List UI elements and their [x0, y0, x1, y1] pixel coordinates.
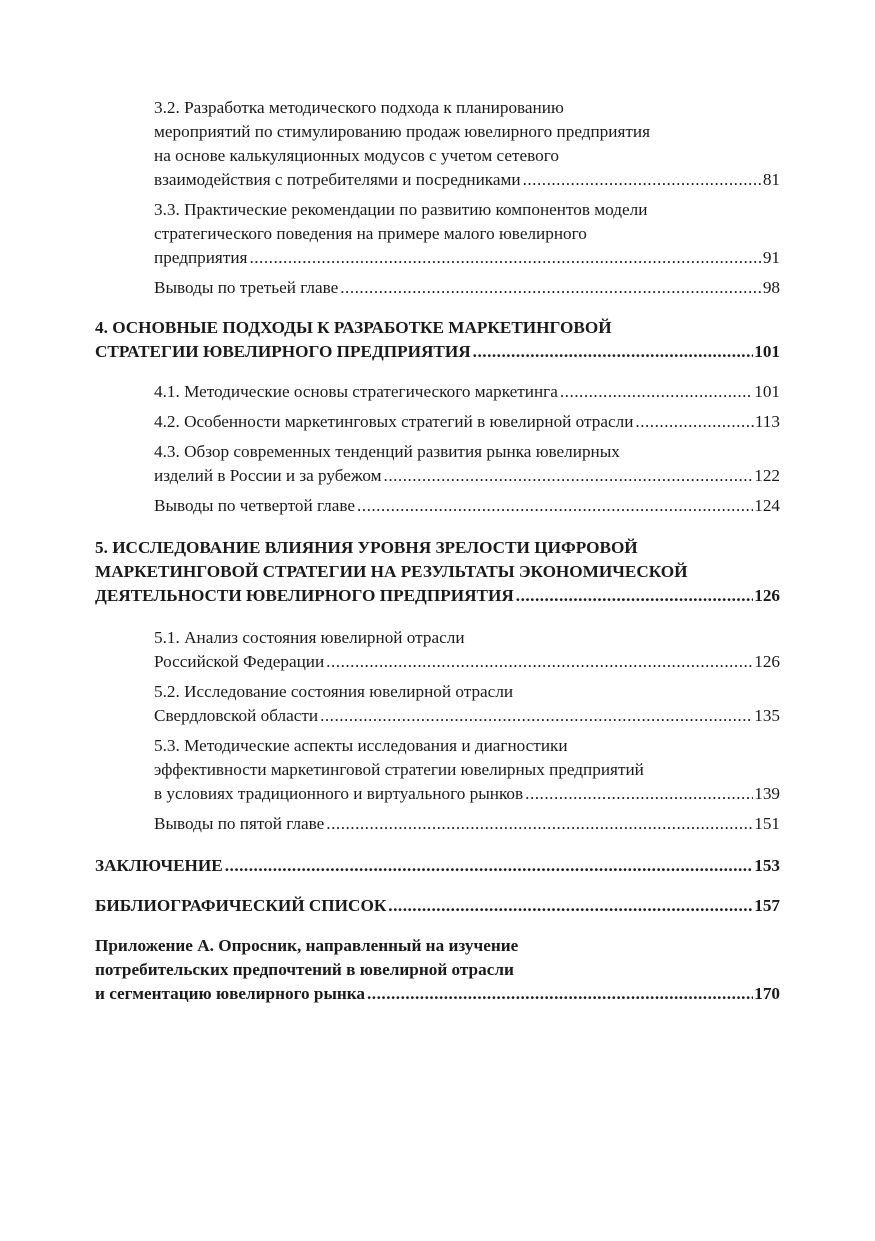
page-number: 151: [754, 814, 780, 833]
toc-entry-text: взаимодействия с потребителями и посредниками: [154, 170, 521, 189]
toc-entry-last-line: [95, 982, 780, 1006]
toc-entry-text: 4.3. Обзор современных тенденций развития рынка ювелирных: [154, 442, 620, 461]
page-number: 101: [754, 342, 780, 361]
page-number: 157: [754, 896, 780, 915]
dot-leader: [326, 650, 753, 674]
toc-entry-text: Выводы по третьей главе: [154, 278, 339, 297]
page-number: 124: [754, 496, 780, 515]
toc-entry-conclusions-3: [95, 276, 780, 300]
toc-entry-conclusions-5: [95, 812, 780, 836]
toc-chapter-title: потребительских предпочтений в ювелирной отрасли: [95, 960, 514, 979]
dot-leader: [388, 894, 753, 918]
toc-entry-text: 4.1. Методические основы стратегического маркетинга: [154, 382, 558, 401]
page-number: 91: [762, 248, 780, 267]
dot-leader: [525, 782, 753, 806]
toc-entry-last-line: [154, 494, 780, 518]
toc-entry-last-line: [154, 276, 780, 300]
toc-entry-text: 5.2. Исследование состояния ювелирной отрасли: [154, 682, 514, 701]
toc-bibliography: [95, 894, 780, 918]
toc-chapter-title: МАРКЕТИНГОВОЙ СТРАТЕГИИ НА РЕЗУЛЬТАТЫ ЭКОНОМИЧЕСКОЙ: [95, 562, 688, 581]
toc-entry-text: Выводы по четвертой главе: [154, 496, 355, 515]
toc-entry-5-2: [95, 680, 780, 728]
page-number: 126: [754, 652, 780, 671]
toc-entry-text: в условиях традиционного и виртуального рынков: [154, 784, 524, 803]
toc-entry-last-line: [154, 650, 780, 674]
toc-entry-text: стратегического поведения на примере малого ювелирного: [154, 224, 587, 243]
toc-entry-3-2: [95, 96, 780, 192]
toc-entry-last-line: [154, 168, 780, 192]
page-number: 113: [754, 412, 780, 431]
toc-entry-text: 5.1. Анализ состояния ювелирной отрасли: [154, 628, 465, 647]
toc-entry-last-line: [95, 854, 780, 878]
toc-entry-conclusions-4: [95, 494, 780, 518]
toc-entry-last-line: [154, 704, 780, 728]
toc-entry-last-line: [154, 812, 780, 836]
page-number: 153: [754, 856, 780, 875]
toc-entry-last-line: [154, 380, 780, 404]
toc-chapter-title: ДЕЯТЕЛЬНОСТИ ЮВЕЛИРНОГО ПРЕДПРИЯТИЯ: [95, 586, 514, 605]
page-number: 170: [754, 984, 780, 1003]
toc-entry-4-3: [95, 440, 780, 488]
toc-entry-text: на основе калькуляционных модусов с учетом сетевого: [154, 146, 559, 165]
dot-leader: [473, 340, 754, 364]
toc-appendix-a: [95, 934, 780, 1006]
toc-chapter-title: 4. ОСНОВНЫЕ ПОДХОДЫ К РАЗРАБОТКЕ МАРКЕТИНГОВОЙ: [95, 318, 612, 337]
toc-entry-4-1: [95, 380, 780, 404]
toc-entry-text: 5.3. Методические аспекты исследования и диагностики: [154, 736, 568, 755]
toc-chapter-5: [95, 536, 780, 608]
page-number: 122: [754, 466, 780, 485]
toc-chapter-title: СТРАТЕГИИ ЮВЕЛИРНОГО ПРЕДПРИЯТИЯ: [95, 342, 471, 361]
toc-entry-text: 4.2. Особенности маркетинговых стратегий в ювелирной отрасли: [154, 412, 634, 431]
toc-entry-text: эффективности маркетинговой стратегии ювелирных предприятий: [154, 760, 644, 779]
dot-leader: [384, 464, 754, 488]
toc-chapter-title: Приложение А. Опросник, направленный на изучение: [95, 936, 519, 955]
toc-entry-text: предприятия: [154, 248, 248, 267]
toc-chapter-title: 5. ИССЛЕДОВАНИЕ ВЛИЯНИЯ УРОВНЯ ЗРЕЛОСТИ ЦИФРОВОЙ: [95, 538, 638, 557]
dot-leader: [357, 494, 753, 518]
dot-leader: [326, 812, 753, 836]
dot-leader: [523, 168, 762, 192]
table-of-contents: [95, 96, 780, 1006]
toc-entry-4-2: [95, 410, 780, 434]
toc-entry-5-1: [95, 626, 780, 674]
page-number: 139: [754, 784, 780, 803]
toc-chapter-title: и сегментацию ювелирного рынка: [95, 984, 365, 1003]
page-number: 101: [754, 382, 780, 401]
dot-leader: [367, 982, 753, 1006]
toc-entry-text: Выводы по пятой главе: [154, 814, 325, 833]
toc-entry-last-line: [154, 246, 780, 270]
toc-entry-5-3: [95, 734, 780, 806]
toc-entry-text: изделий в России и за рубежом: [154, 466, 382, 485]
toc-entry-last-line: [95, 894, 780, 918]
dot-leader: [340, 276, 762, 300]
toc-entry-text: 3.3. Практические рекомендации по развитию компонентов модели: [154, 200, 648, 219]
page-number: 81: [762, 170, 780, 189]
toc-entry-text: Российской Федерации: [154, 652, 325, 671]
toc-conclusion: [95, 854, 780, 878]
toc-entry-text: 3.2. Разработка методического подхода к планированию: [154, 98, 564, 117]
toc-entry-last-line: [154, 782, 780, 806]
page-number: 98: [762, 278, 780, 297]
dot-leader: [249, 246, 761, 270]
toc-entry-3-3: [95, 198, 780, 270]
toc-chapter-title: БИБЛИОГРАФИЧЕСКИЙ СПИСОК: [95, 896, 387, 915]
dot-leader: [320, 704, 753, 728]
toc-entry-last-line: [154, 464, 780, 488]
page-number: 135: [754, 706, 780, 725]
toc-entry-last-line: [154, 410, 780, 434]
dot-leader: [516, 584, 753, 608]
toc-entry-last-line: [95, 584, 780, 608]
toc-entry-text: мероприятий по стимулированию продаж ювелирного предприятия: [154, 122, 650, 141]
dot-leader: [225, 854, 753, 878]
toc-chapter-title: ЗАКЛЮЧЕНИЕ: [95, 856, 223, 875]
dot-leader: [560, 380, 753, 404]
toc-entry-last-line: [95, 340, 780, 364]
toc-chapter-4: [95, 316, 780, 364]
page-number: 126: [754, 586, 780, 605]
dot-leader: [635, 410, 753, 434]
toc-entry-text: Свердловской области: [154, 706, 319, 725]
